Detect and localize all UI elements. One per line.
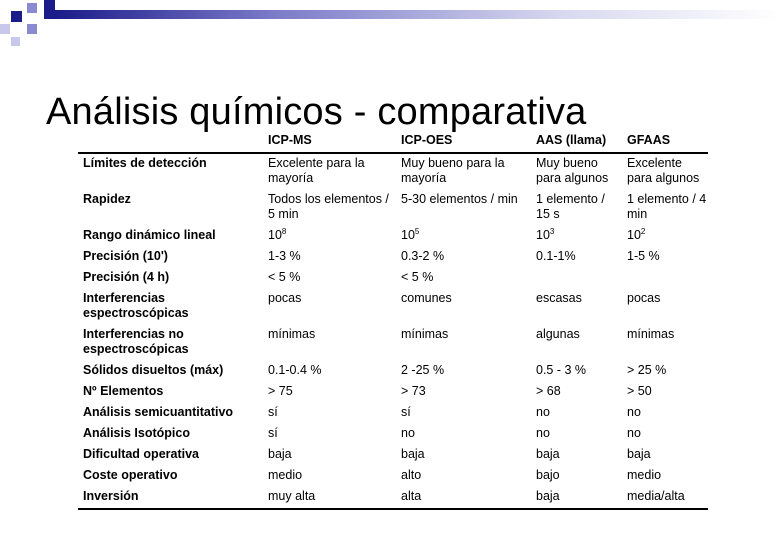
table-cell [396,424,531,445]
table-cell [531,226,622,247]
table-cell [396,268,531,289]
exponent: 5 [414,226,420,236]
cell-text: alto [401,468,422,482]
table-cell [531,289,622,325]
table-cell [531,466,622,487]
cell-text: > 50 [627,384,652,398]
cell-text: 10 [268,228,282,242]
column-header: AAS (llama) [536,133,607,147]
table-row [78,325,708,361]
table-cell [263,445,396,466]
cell-text: 1-5 % [627,249,660,263]
table-row [78,382,708,403]
cell-text: mínimas [627,327,675,341]
cell-text: baja [401,447,425,461]
table-row [78,466,708,487]
table-cell [622,153,708,190]
cell-text: 2 -25 % [401,363,445,377]
table-cell [263,190,396,226]
cell-text: escasas [536,291,582,305]
table-cell [396,445,531,466]
table-cell [622,361,708,382]
table-cell [622,226,708,247]
row-label [78,403,263,424]
table-cell [396,226,531,247]
table-row [78,226,708,247]
comparison-table [78,130,708,510]
row-label [78,289,263,325]
row-label [78,466,263,487]
row-label [78,190,263,226]
row-label [78,361,263,382]
table-cell [396,153,531,190]
table-cell [263,226,396,247]
cell-text: Excelente para algunos [627,156,700,185]
table-cell [263,403,396,424]
cell-text: no [401,426,415,440]
table-cell [263,466,396,487]
cell-text: sí [268,426,278,440]
row-label-text: Rapidez [83,192,131,206]
decor-square [27,24,37,34]
decor-square [11,11,22,22]
row-label-text: Sólidos disueltos (máx) [83,363,224,377]
row-label [78,153,263,190]
cell-text: > 75 [268,384,293,398]
table-cell [622,247,708,268]
cell-text: > 68 [536,384,561,398]
cell-text: sí [401,405,411,419]
table-cell [622,403,708,424]
cell-text: pocas [627,291,661,305]
decor-square [27,3,37,13]
row-label-text: Precisión (4 h) [83,270,170,284]
table-cell [531,247,622,268]
table-cell [622,445,708,466]
cell-text: 10 [401,228,415,242]
row-label [78,445,263,466]
row-label [78,226,263,247]
row-label-text: Dificultad operativa [83,447,199,461]
table-row [78,403,708,424]
table-cell [396,325,531,361]
cell-text: 0.1-1% [536,249,576,263]
row-label-text: Coste operativo [83,468,178,482]
table-cell [622,190,708,226]
table-cell [263,424,396,445]
table-cell [263,153,396,190]
table-cell [531,403,622,424]
cell-text: no [627,405,641,419]
table-cell [531,153,622,190]
table-cell [622,268,708,289]
table-cell [263,247,396,268]
table-cell [531,445,622,466]
table-cell [622,289,708,325]
cell-text: 1 elemento / 15 s [536,192,605,221]
exponent: 2 [640,226,646,236]
table-cell [622,424,708,445]
row-label [78,268,263,289]
row-label-text: Interferencias no espectroscópicas [83,327,189,356]
cell-text: Todos los elementos / 5 min [268,192,389,221]
table-cell [263,289,396,325]
row-label-text: Inversión [83,489,139,503]
cell-text: 0.1-0.4 % [268,363,322,377]
cell-text: 1 elemento / 4 min [627,192,707,221]
table-row [78,190,708,226]
cell-text: baja [268,447,292,461]
table-header-row [78,130,708,153]
table-cell [531,268,622,289]
cell-text: medio [627,468,662,482]
cell-text: mínimas [401,327,449,341]
cell-text: medio [268,468,303,482]
column-header [78,130,263,153]
cell-text: algunas [536,327,580,341]
decor-square [11,37,20,46]
row-label [78,247,263,268]
cell-text: < 5 % [401,270,434,284]
row-label-text: Nº Elementos [83,384,164,398]
column-header: GFAAS [627,133,671,147]
cell-text: < 5 % [268,270,301,284]
cell-text: Muy bueno para algunos [536,156,609,185]
cell-text: > 25 % [627,363,667,377]
row-label-text: Rango dinámico lineal [83,228,216,242]
table-cell [531,361,622,382]
cell-text: alta [401,489,422,503]
table-cell [396,361,531,382]
cell-text: media/alta [627,489,685,503]
decor-square [0,24,10,34]
table-row [78,361,708,382]
table-cell [396,403,531,424]
cell-text: no [536,405,550,419]
table-cell [622,325,708,361]
table-cell [263,361,396,382]
cell-text: > 73 [401,384,426,398]
row-label [78,424,263,445]
table-row [78,247,708,268]
cell-text: baja [536,447,560,461]
cell-text: sí [268,405,278,419]
row-label-text: Precisión (10') [83,249,168,263]
slide-title: Análisis químicos - comparativa [46,91,587,134]
exponent: 8 [281,226,287,236]
cell-text: 0.3-2 % [401,249,445,263]
table-cell [531,424,622,445]
cell-text: 5-30 elementos / min [401,192,518,206]
row-label [78,325,263,361]
table-cell [531,487,622,509]
table-cell [396,289,531,325]
cell-text: no [627,426,641,440]
cell-text: baja [627,447,651,461]
cell-text: no [536,426,550,440]
table-cell [396,247,531,268]
table-cell [263,487,396,509]
cell-text: 10 [627,228,641,242]
table-cell [263,325,396,361]
cell-text: Muy bueno para la mayoría [401,156,505,185]
table-cell [622,382,708,403]
table-cell [396,487,531,509]
cell-text: Excelente para la mayoría [268,156,365,185]
exponent: 3 [549,226,555,236]
cell-text: 1-3 % [268,249,301,263]
table-row [78,424,708,445]
row-label-text: Interferencias espectroscópicas [83,291,189,320]
table-cell [531,382,622,403]
row-label [78,382,263,403]
table-row [78,153,708,190]
table-cell [396,466,531,487]
decor-square [44,0,55,19]
cell-text: mínimas [268,327,316,341]
table-row [78,487,708,509]
table-cell [396,190,531,226]
cell-text: bajo [536,468,560,482]
table-row [78,289,708,325]
table-cell [622,487,708,509]
table-row [78,445,708,466]
table-row [78,268,708,289]
table-cell [622,466,708,487]
header-gradient-bar [55,10,780,19]
cell-text: baja [536,489,560,503]
table-cell [531,190,622,226]
row-label [78,487,263,509]
table-cell [263,268,396,289]
table-cell [531,325,622,361]
row-label-text: Límites de detección [83,156,207,170]
row-label-text: Análisis semicuantitativo [83,405,234,419]
cell-text: 0.5 - 3 % [536,363,587,377]
cell-text: muy alta [268,489,316,503]
table-cell [263,382,396,403]
column-header: ICP-MS [268,133,312,147]
cell-text: comunes [401,291,452,305]
cell-text: 10 [536,228,550,242]
cell-text: pocas [268,291,302,305]
column-header: ICP-OES [401,133,453,147]
table-cell [396,382,531,403]
row-label-text: Análisis Isotópico [83,426,190,440]
